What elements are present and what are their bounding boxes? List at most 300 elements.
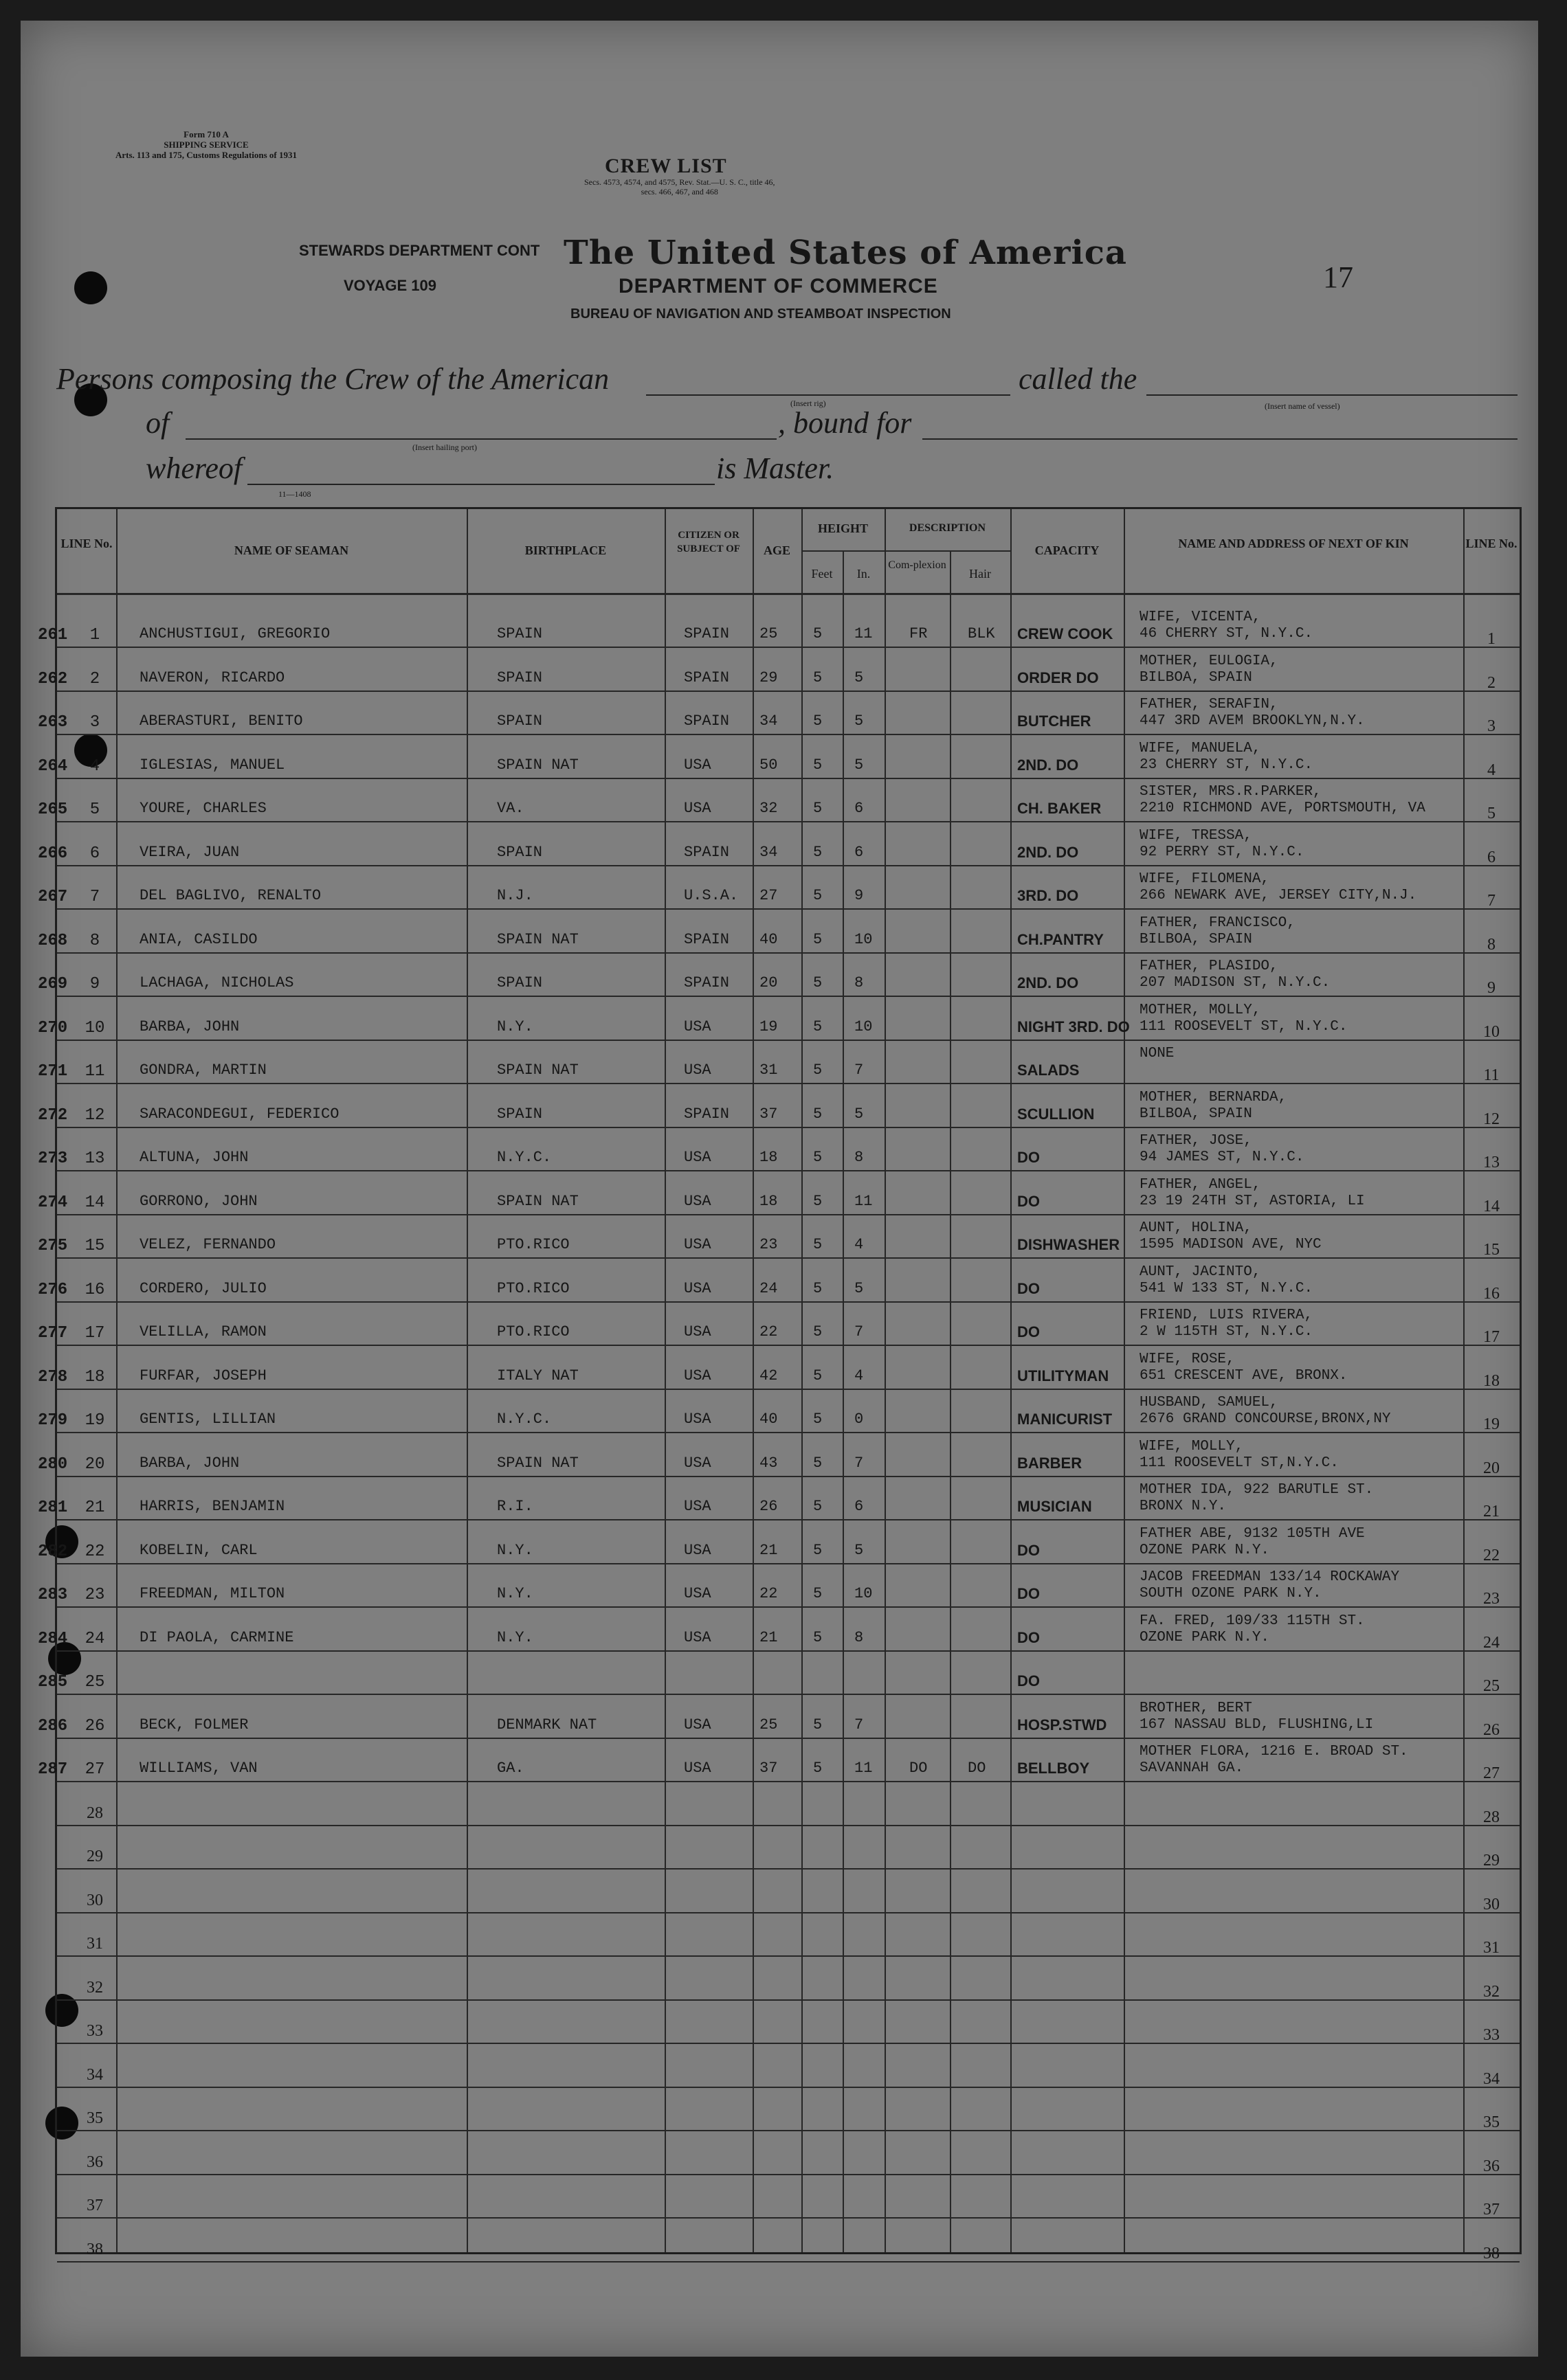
height-inches: 10 <box>854 1585 873 1602</box>
empty-line-number: 28 <box>87 1804 103 1822</box>
voyage-number: VOYAGE 109 <box>344 277 436 294</box>
capacity: DISHWASHER <box>1017 1236 1120 1253</box>
citizenship: SPAIN <box>684 625 730 642</box>
next-of-kin-line-2: 111 ROOSEVELT ST,N.Y.C. <box>1140 1455 1339 1471</box>
line-number: 1 <box>89 626 100 644</box>
empty-line-number-right: 35 <box>1483 2113 1500 2131</box>
citizenship: SPAIN <box>684 930 730 948</box>
crew-sequence-number: 284 <box>38 1629 68 1648</box>
called-the-label: called the <box>1019 362 1137 396</box>
line-number-right: 2 <box>1487 673 1496 692</box>
next-of-kin-line-1: WIFE, TRESSA, <box>1140 827 1252 844</box>
age: 37 <box>759 1105 778 1123</box>
height-feet: 5 <box>813 1323 823 1340</box>
citizenship: USA <box>684 1585 711 1602</box>
col-description: DESCRIPTION <box>909 522 986 534</box>
seaman-name: VEIRA, JUAN <box>140 843 240 861</box>
next-of-kin-line-1: MOTHER, MOLLY, <box>1140 1002 1261 1018</box>
capacity: SCULLION <box>1017 1105 1095 1123</box>
next-of-kin-line-1: JACOB FREEDMAN 133/14 ROCKAWAY <box>1140 1569 1400 1585</box>
line-number: 26 <box>85 1716 105 1736</box>
citizenship: SPAIN <box>684 1105 730 1123</box>
birthplace: N.Y. <box>497 1018 533 1035</box>
seaman-name: VELILLA, RAMON <box>140 1323 267 1340</box>
height-feet: 5 <box>813 800 823 817</box>
next-of-kin-line-2: 23 CHERRY ST, N.Y.C. <box>1140 756 1313 773</box>
citizenship: USA <box>684 1149 711 1166</box>
line-number-right: 8 <box>1487 935 1496 954</box>
capacity: DO <box>1017 1541 1040 1559</box>
next-of-kin-line-1: WIFE, FILOMENA, <box>1140 871 1270 887</box>
destination-field <box>922 438 1518 440</box>
line-number-right: 19 <box>1483 1415 1500 1433</box>
line-number: 17 <box>85 1324 105 1343</box>
capacity: DO <box>1017 1192 1040 1210</box>
empty-line-number-right: 37 <box>1483 2201 1500 2219</box>
capacity: CH. BAKER <box>1017 800 1102 817</box>
empty-line-number: 35 <box>87 2109 103 2127</box>
age: 50 <box>759 756 778 774</box>
height-inches: 9 <box>854 887 864 904</box>
birthplace: PTO.RICO <box>497 1236 570 1253</box>
line-number-right: 3 <box>1487 717 1496 735</box>
birthplace: SPAIN NAT <box>497 1192 579 1210</box>
age: 20 <box>759 974 778 991</box>
col-name: NAME OF SEAMAN <box>234 543 349 557</box>
age: 23 <box>759 1236 778 1253</box>
crew-sequence-number: 275 <box>38 1237 68 1255</box>
next-of-kin-line-1: BROTHER, BERT <box>1140 1700 1252 1716</box>
next-of-kin-line-1: FATHER, FRANCISCO, <box>1140 914 1296 931</box>
height-feet: 5 <box>813 930 823 948</box>
age: 22 <box>759 1323 778 1340</box>
capacity: DO <box>1017 1585 1040 1602</box>
age: 34 <box>759 712 778 730</box>
age: 18 <box>759 1192 778 1210</box>
department-heading: DEPARTMENT OF COMMERCE <box>619 275 938 298</box>
next-of-kin-line-1: FRIEND, LUIS RIVERA, <box>1140 1307 1313 1323</box>
height-feet: 5 <box>813 1541 823 1559</box>
crew-sequence-number: 268 <box>38 931 68 950</box>
capacity: DO <box>1017 1149 1040 1166</box>
seaman-name: SARACONDEGUI, FEDERICO <box>140 1105 340 1123</box>
height-inches: 5 <box>854 1105 864 1123</box>
citizenship: USA <box>684 1367 711 1384</box>
line-number-right: 23 <box>1483 1590 1500 1608</box>
next-of-kin-line-2: 2 W 115TH ST, N.Y.C. <box>1140 1324 1313 1340</box>
hair: BLK <box>968 625 995 642</box>
height-feet: 5 <box>813 1367 823 1384</box>
col-line-no-right: LINE No. <box>1465 537 1518 550</box>
crew-sequence-number: 282 <box>38 1542 68 1561</box>
citizenship: USA <box>684 1454 711 1472</box>
statute-line-2: secs. 466, 467, and 468 <box>641 187 718 197</box>
capacity: BELLBOY <box>1017 1760 1090 1777</box>
line-number-right: 10 <box>1483 1022 1500 1041</box>
birthplace: ITALY NAT <box>497 1367 579 1384</box>
age: 25 <box>759 625 778 642</box>
country-heading: The United States of America <box>564 234 1128 272</box>
line-number-right: 13 <box>1483 1154 1500 1171</box>
seaman-name: WILLIAMS, VAN <box>140 1760 258 1777</box>
height-inches: 5 <box>854 669 864 686</box>
citizenship: SPAIN <box>684 843 730 861</box>
height-feet: 5 <box>813 1236 823 1253</box>
age: 31 <box>759 1062 778 1079</box>
crew-sequence-number: 276 <box>38 1280 68 1299</box>
col-birthplace: BIRTHPLACE <box>524 543 607 557</box>
hair: DO <box>968 1760 986 1777</box>
citizenship: USA <box>684 1062 711 1079</box>
crew-sequence-number: 277 <box>38 1324 68 1343</box>
birthplace: SPAIN <box>497 974 543 991</box>
col-capacity: CAPACITY <box>1034 543 1100 557</box>
next-of-kin-line-1: FATHER ABE, 9132 105TH AVE <box>1140 1525 1365 1542</box>
height-feet: 5 <box>813 1018 823 1035</box>
age: 18 <box>759 1149 778 1166</box>
seaman-name: GONDRA, MARTIN <box>140 1062 267 1079</box>
line-number: 15 <box>85 1237 105 1255</box>
citizenship: USA <box>684 1236 711 1253</box>
line-number: 23 <box>85 1586 105 1604</box>
height-inches: 6 <box>854 800 864 817</box>
crew-sequence-number: 280 <box>38 1455 68 1474</box>
next-of-kin-line-1: MOTHER, BERNARDA, <box>1140 1089 1287 1105</box>
is-master-label: is Master. <box>716 451 834 485</box>
crew-sequence-number: 263 <box>38 713 68 732</box>
empty-line-number: 30 <box>87 1891 103 1909</box>
birthplace: SPAIN <box>497 669 543 686</box>
height-feet: 5 <box>813 756 823 774</box>
line-number: 24 <box>85 1629 105 1648</box>
next-of-kin-line-2: OZONE PARK N.Y. <box>1140 1629 1270 1646</box>
seaman-name: FREEDMAN, MILTON <box>140 1585 285 1602</box>
birthplace: N.Y.C. <box>497 1149 552 1166</box>
empty-line-number: 38 <box>87 2240 103 2258</box>
age: 40 <box>759 1411 778 1428</box>
next-of-kin-line-1: MOTHER, EULOGIA, <box>1140 653 1278 669</box>
seaman-name: DEL BAGLIVO, RENALTO <box>140 887 322 904</box>
birthplace: SPAIN <box>497 1105 543 1123</box>
citizenship: USA <box>684 1018 711 1035</box>
height-inches: 6 <box>854 843 864 861</box>
crew-sequence-number: 270 <box>38 1018 68 1037</box>
crew-sequence-number: 261 <box>38 626 68 644</box>
height-feet: 5 <box>813 1062 823 1079</box>
height-feet: 5 <box>813 1498 823 1515</box>
line-number-right: 11 <box>1483 1066 1500 1084</box>
height-inches: 7 <box>854 1323 864 1340</box>
capacity: DO <box>1017 1628 1040 1646</box>
capacity: MANICURIST <box>1017 1411 1113 1428</box>
height-inches: 10 <box>854 1018 873 1035</box>
next-of-kin-line-1: SISTER, MRS.R.PARKER, <box>1140 784 1322 800</box>
birthplace: SPAIN <box>497 843 543 861</box>
crew-sequence-number: 281 <box>38 1498 68 1517</box>
statute-reference <box>584 177 775 197</box>
line-number-right: 16 <box>1483 1284 1500 1303</box>
height-inches: 8 <box>854 1149 864 1166</box>
height-inches: 7 <box>854 1062 864 1079</box>
line-number-right: 4 <box>1487 761 1496 779</box>
height-feet: 5 <box>813 1454 823 1472</box>
age: 34 <box>759 843 778 861</box>
height-feet: 5 <box>813 1105 823 1123</box>
seaman-name: ANIA, CASILDO <box>140 930 258 948</box>
col-feet: Feet <box>811 567 833 581</box>
citizenship: USA <box>684 1628 711 1646</box>
empty-line-number-right: 34 <box>1483 2069 1500 2088</box>
next-of-kin-line-2: OZONE PARK N.Y. <box>1140 1542 1270 1558</box>
height-feet: 5 <box>813 1628 823 1646</box>
height-feet: 5 <box>813 1760 823 1777</box>
col-citizen: CITIZEN OR SUBJECT OF <box>677 530 740 554</box>
citizenship: SPAIN <box>684 974 730 991</box>
birthplace: N.Y. <box>497 1585 533 1602</box>
next-of-kin-line-2: 1595 MADISON AVE, NYC <box>1140 1237 1322 1253</box>
crew-sequence-number: 274 <box>38 1193 68 1212</box>
hailing-port-hint: (Insert hailing port) <box>412 442 477 452</box>
line-number-right: 21 <box>1483 1503 1500 1520</box>
next-of-kin-line-1: AUNT, HOLINA, <box>1140 1220 1252 1236</box>
line-number: 11 <box>85 1062 105 1081</box>
citizenship: SPAIN <box>684 669 730 686</box>
seaman-name: BECK, FOLMER <box>140 1716 249 1733</box>
line-number-right: 9 <box>1487 979 1496 997</box>
capacity: HOSP.STWD <box>1017 1716 1107 1733</box>
age: 25 <box>759 1716 778 1733</box>
next-of-kin-line-1: WIFE, MOLLY, <box>1140 1438 1244 1455</box>
of-label: of <box>146 406 170 440</box>
empty-line-number-right: 31 <box>1483 1939 1500 1957</box>
whereof-label: whereof <box>146 451 243 485</box>
next-of-kin-line-1: FATHER, ANGEL, <box>1140 1176 1261 1193</box>
crew-sequence-number: 267 <box>38 888 68 906</box>
seaman-name: CORDERO, JULIO <box>140 1279 267 1297</box>
empty-line-number: 31 <box>87 1935 103 1953</box>
age: 27 <box>759 887 778 904</box>
line-number-right: 6 <box>1487 848 1496 866</box>
height-feet: 5 <box>813 1411 823 1428</box>
bureau-heading: BUREAU OF NAVIGATION AND STEAMBOAT INSPECTION <box>570 306 951 322</box>
empty-line-number: 34 <box>87 2065 103 2084</box>
height-feet: 5 <box>813 1192 823 1210</box>
line-number: 10 <box>85 1018 105 1037</box>
line-number: 3 <box>89 713 100 732</box>
empty-line-number: 29 <box>87 1848 103 1865</box>
next-of-kin-line-2: 167 NASSAU BLD, FLUSHING,LI <box>1140 1716 1374 1733</box>
seaman-name: VELEZ, FERNANDO <box>140 1236 276 1253</box>
seaman-name: GORRONO, JOHN <box>140 1192 258 1210</box>
col-line-no: LINE No. <box>60 537 113 550</box>
statute-line-1: Secs. 4573, 4574, and 4575, Rev. Stat.—U. S. C., title 46, <box>584 177 775 187</box>
height-feet: 5 <box>813 625 823 642</box>
line-number-right: 26 <box>1483 1720 1500 1739</box>
height-inches: 7 <box>854 1716 864 1733</box>
citizenship: SPAIN <box>684 712 730 730</box>
next-of-kin-line-2: 111 ROOSEVELT ST, N.Y.C. <box>1140 1018 1348 1035</box>
height-inches: 5 <box>854 756 864 774</box>
height-inches: 5 <box>854 1541 864 1559</box>
capacity: CH.PANTRY <box>1017 930 1104 948</box>
form-service: SHIPPING SERVICE <box>164 139 249 150</box>
crew-table <box>38 507 1522 2263</box>
empty-line-number-right: 32 <box>1483 1982 1500 2001</box>
citizenship: USA <box>684 1323 711 1340</box>
age: 26 <box>759 1498 778 1515</box>
col-complexion: Com-plexion <box>888 559 946 571</box>
print-code: 11—1408 <box>278 489 311 499</box>
line-number-right: 7 <box>1487 892 1496 910</box>
next-of-kin-line-2: 92 PERRY ST, N.Y.C. <box>1140 844 1304 860</box>
next-of-kin-line-2: 2210 RICHMOND AVE, PORTSMOUTH, VA <box>1140 800 1425 816</box>
crew-sequence-number: 262 <box>38 669 68 688</box>
citizenship: USA <box>684 756 711 774</box>
capacity: ORDER DO <box>1017 669 1099 686</box>
line-number: 4 <box>89 756 100 776</box>
seaman-name: FURFAR, JOSEPH <box>140 1367 267 1384</box>
crew-sequence-number: 285 <box>38 1673 68 1692</box>
line-number: 8 <box>89 931 100 950</box>
complexion: DO <box>909 1760 928 1777</box>
height-inches: 6 <box>854 1498 864 1515</box>
department-label: STEWARDS DEPARTMENT CONT <box>299 242 540 259</box>
age: 29 <box>759 669 778 686</box>
height-inches: 10 <box>854 930 873 948</box>
age: 32 <box>759 800 778 817</box>
capacity: DO <box>1017 1323 1040 1340</box>
empty-line-number: 32 <box>87 1978 103 1997</box>
next-of-kin-line-1: WIFE, MANUELA, <box>1140 740 1261 756</box>
line-number-right: 17 <box>1483 1328 1500 1346</box>
citizenship: USA <box>684 1411 711 1428</box>
citizenship: USA <box>684 1716 711 1733</box>
line-number-right: 27 <box>1483 1764 1500 1782</box>
capacity: MUSICIAN <box>1017 1498 1092 1515</box>
empty-line-number-right: 36 <box>1483 2157 1500 2175</box>
citizenship: USA <box>684 800 711 817</box>
col-hair: Hair <box>969 567 991 581</box>
next-of-kin-line-2: 23 19 24TH ST, ASTORIA, LI <box>1140 1193 1365 1209</box>
line-number: 20 <box>85 1455 105 1474</box>
next-of-kin-line-2: 447 3RD AVEM BROOKLYN,N.Y. <box>1140 713 1365 729</box>
next-of-kin-line-1: FATHER, SERAFIN, <box>1140 697 1278 712</box>
height-feet: 5 <box>813 669 823 686</box>
height-feet: 5 <box>813 974 823 991</box>
age: 24 <box>759 1279 778 1297</box>
persons-label: Persons composing the Crew of the American <box>56 362 610 396</box>
col-age: AGE <box>763 543 790 557</box>
crew-sequence-number: 269 <box>38 975 68 993</box>
birthplace: N.J. <box>497 887 533 904</box>
next-of-kin-line-2: 266 NEWARK AVE, JERSEY CITY,N.J. <box>1140 888 1417 903</box>
document-title: CREW LIST <box>605 155 727 177</box>
age: 43 <box>759 1454 778 1472</box>
capacity: DO <box>1017 1279 1040 1297</box>
crew-sequence-number: 287 <box>38 1760 68 1779</box>
line-number: 12 <box>85 1105 105 1125</box>
empty-line-number-right: 33 <box>1483 2026 1500 2044</box>
line-number: 27 <box>85 1760 105 1779</box>
capacity: SALADS <box>1017 1062 1080 1079</box>
empty-line-number-right: 38 <box>1483 2244 1500 2263</box>
crew-sequence-number: 266 <box>38 844 68 863</box>
birthplace: SPAIN <box>497 712 543 730</box>
next-of-kin-line-1: NONE <box>1140 1046 1175 1062</box>
form-number: Form 710 A <box>184 129 229 139</box>
age: 42 <box>759 1367 778 1384</box>
height-feet: 5 <box>813 887 823 904</box>
birthplace: VA. <box>497 800 524 817</box>
height-feet: 5 <box>813 1585 823 1602</box>
height-inches: 5 <box>854 1279 864 1297</box>
line-number: 5 <box>89 800 100 819</box>
next-of-kin-line-1: HUSBAND, SAMUEL, <box>1140 1395 1278 1411</box>
capacity: 2ND. DO <box>1017 843 1079 861</box>
age: 19 <box>759 1018 778 1035</box>
line-number-right: 15 <box>1483 1241 1500 1259</box>
next-of-kin-line-1: FA. FRED, 109/33 115TH ST. <box>1140 1613 1365 1629</box>
crew-sequence-number: 272 <box>38 1105 68 1125</box>
capacity: BUTCHER <box>1017 712 1091 730</box>
seaman-name: DI PAOLA, CARMINE <box>140 1628 294 1646</box>
height-inches: 4 <box>854 1236 864 1253</box>
next-of-kin-line-2: 207 MADISON ST, N.Y.C. <box>1140 975 1331 991</box>
line-number-right: 24 <box>1483 1633 1500 1652</box>
next-of-kin-line-1: MOTHER FLORA, 1216 E. BROAD ST. <box>1140 1744 1408 1760</box>
height-inches: 4 <box>854 1367 864 1384</box>
capacity: 3RD. DO <box>1017 887 1079 904</box>
birthplace: N.Y. <box>497 1628 533 1646</box>
seaman-name: KOBELIN, CARL <box>140 1541 258 1559</box>
col-next-of-kin: NAME AND ADDRESS OF NEXT OF KIN <box>1178 537 1409 550</box>
birthplace: N.Y.C. <box>497 1411 552 1428</box>
next-of-kin-line-2: BILBOA, SPAIN <box>1140 1105 1252 1122</box>
next-of-kin-line-2: 541 W 133 ST, N.Y.C. <box>1140 1280 1313 1296</box>
next-of-kin-line-1: WIFE, ROSE, <box>1140 1351 1235 1367</box>
seaman-name: GENTIS, LILLIAN <box>140 1411 276 1428</box>
col-height: HEIGHT <box>817 521 869 535</box>
birthplace: PTO.RICO <box>497 1323 570 1340</box>
line-number-right: 5 <box>1487 805 1496 822</box>
line-number-right: 18 <box>1483 1371 1500 1390</box>
citizenship: USA <box>684 1498 711 1515</box>
birthplace: N.Y. <box>497 1541 533 1559</box>
birthplace: R.I. <box>497 1498 533 1515</box>
seaman-name: BARBA, JOHN <box>140 1454 240 1472</box>
seaman-name: ABERASTURI, BENITO <box>140 712 303 730</box>
citizenship: USA <box>684 1192 711 1210</box>
complexion: FR <box>909 625 928 642</box>
birthplace: SPAIN NAT <box>497 756 579 774</box>
seaman-name: NAVERON, RICARDO <box>140 669 285 686</box>
height-inches: 8 <box>854 1628 864 1646</box>
empty-line-number: 37 <box>87 2197 103 2214</box>
line-number: 19 <box>85 1411 105 1430</box>
seaman-name: IGLESIAS, MANUEL <box>140 756 285 774</box>
next-of-kin-line-2: BRONX N.Y. <box>1140 1498 1227 1514</box>
line-number: 25 <box>85 1673 105 1692</box>
page-number: 17 <box>1323 260 1353 294</box>
next-of-kin-line-1: WIFE, VICENTA, <box>1140 609 1261 625</box>
line-number-right: 1 <box>1487 630 1496 648</box>
line-number: 2 <box>89 669 100 688</box>
line-number: 7 <box>89 888 100 906</box>
next-of-kin-line-2: 46 CHERRY ST, N.Y.C. <box>1140 626 1313 642</box>
height-inches: 11 <box>854 1192 873 1210</box>
birthplace: SPAIN <box>497 625 543 642</box>
crew-sequence-number: 273 <box>38 1149 68 1168</box>
